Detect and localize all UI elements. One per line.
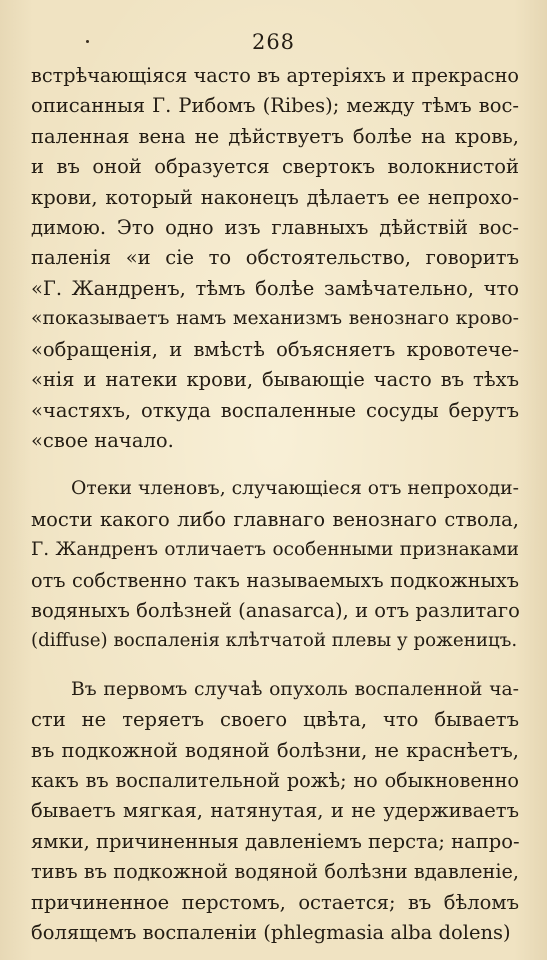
text-line: ямки, причиненныя давленіемъ перста; напро- [31,829,520,853]
text-line: водяныхъ болѣзней (anasarca), и отъ разлитаго [31,598,520,622]
text-line: «нія и натеки крови, бывающіе часто въ тѣхъ [31,368,519,392]
text-line: (diffuse) воспаленія клѣтчатой плевы у роженицъ. [31,630,518,652]
text-line: «Г. Жандренъ, тѣмъ болѣе замѣчательно, что [31,276,519,300]
text-line: паленная вена не дѣйствуетъ болѣе на кровь, [31,124,519,148]
text-line: Въ первомъ случаѣ опухоль воспаленной ча- [71,678,519,700]
text-line: Отеки членовъ, случающіеся отъ непроходи- [71,478,519,500]
text-line: встрѣчающіяся часто въ артеріяхъ и прекрасно [31,64,519,87]
text-line: какъ въ воспалительной рожѣ; но обыкновенно [31,768,519,792]
text-line: сти не теряетъ своего цвѣта, что бываетъ [31,708,519,732]
text-line: паленія «и сіе то обстоятельство, говоритъ [31,246,519,270]
text-line: Г. Жандренъ отличаетъ особенными признаками [31,539,519,561]
text-line: отъ собственно такъ называемыхъ подкожныхъ [31,568,519,592]
text-line: бываетъ мягкая, натянутая, и не удерживаетъ [31,799,519,823]
text-line: и въ оной образуется свертокъ волокнистой [31,155,519,179]
text-line: болящемъ воспаленіи (phlegmasia alba dolens) [31,921,511,944]
text-line: «обращенія, и вмѣстѣ объясняетъ кровотече- [31,337,519,361]
text-line: «свое начало. [31,428,174,452]
text-line: «показываетъ намъ механизмъ венознаго крово- [31,308,519,330]
text-line: въ подкожной водяной болѣзни, не краснѣетъ, [31,738,519,762]
text-line: причиненное перстомъ, остается; въ бѣломъ [31,890,519,914]
text-line: димою. Это одно изъ главныхъ дѣйствій вос- [31,216,519,240]
text-line: «частяхъ, откуда воспаленные сосуды берутъ [31,398,519,422]
text-line: описанныя Г. Рибомъ (Ribes); между тѣмъ вос- [31,94,519,118]
text-line: мости какого либо главнаго венознаго ствола, [31,507,519,531]
page-number: 268 [251,30,296,54]
text-line: крови, который наконецъ дѣлаетъ ее непрохо- [31,185,519,209]
text-line: тивъ въ подкожной водяной болѣзни вдавленіе, [31,860,519,884]
